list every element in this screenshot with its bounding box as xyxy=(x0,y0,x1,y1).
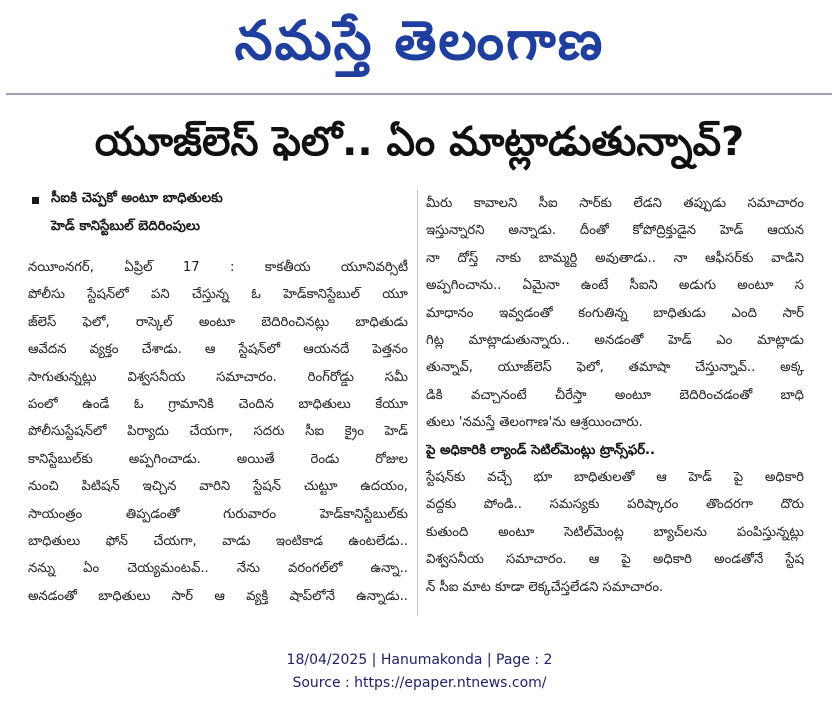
footer-source-link[interactable]: Source : https://epaper.ntnews.com/ xyxy=(292,675,547,691)
footer-date-edition: 18/04/2025 | Hanumakonda | Page : 2 xyxy=(286,652,553,668)
masthead-divider xyxy=(6,93,832,95)
body-line: అనడంతో బాధితులు సార్ ఆ వ్యక్తి షాప్‌లోనే ఉన్నాడు.. xyxy=(28,588,408,604)
bullet-text: సీఐకి చెప్పకో అంటూ బాధితులకు xyxy=(51,191,223,206)
body-line: కానిస్టేబుల్‌కు అప్పగించాడు. అయితే రెండు రోజుల xyxy=(28,451,408,467)
column-divider xyxy=(417,190,418,616)
body-line: వద్దకు పోండి.. సమస్యకు పరిష్కారం తొందరగా దొరు xyxy=(426,497,804,513)
body-line: తున్నావ్, యూజ్‌లెస్ ఫెలో, తమాషా చేస్తున్నావ్.. అక్క xyxy=(426,360,804,376)
body-line: అప్పగించాను.. ఏమైనా ఉంటే సీఐని అడుగు అంటూ స xyxy=(426,278,804,294)
body-line: నయీంనగర్, ఏప్రిల్ 17 : కాకతీయ యూనివర్సిటీ xyxy=(28,260,408,275)
body-line: కుతుంది అంటూ సెటిల్‌మెంట్ల బ్యాచ్‌లను పంపిస్తున్నట్లు xyxy=(426,524,804,540)
body-line: గిట్ల మాట్లాడుతున్నారు.. అనడంతో హెడ్ ఎం మాట్లాడు xyxy=(426,333,804,349)
body-line: మాధానం ఇవ్వడంతో కంగుతిన్న బాధితుడు ఎంది సార్ xyxy=(426,305,804,321)
body-line: పోలీసుస్టేషన్‌లో పిర్యాదు చేయగా, సదరు సీఐ క్రైం హెడ్ xyxy=(28,424,408,440)
body-line: జ్‌లెస్ ఫెలో, రాస్కెల్ అంటూ బెదిరించినట్లు బాధితుడు xyxy=(28,314,408,330)
newspaper-masthead: నమస్తే తెలంగాణ xyxy=(234,9,605,72)
bullet-item xyxy=(28,186,408,214)
bullet-text: హెడ్ కానిస్టేబుల్ బెదిరింపులు xyxy=(51,219,200,234)
article-left-column xyxy=(28,254,408,610)
article-headline: యూజ్‌లెస్ ఫెలో.. ఏం మాట్లాడుతున్నావ్? xyxy=(94,119,745,165)
article-right-column xyxy=(426,190,804,601)
body-line: మీరు కావాలని సీఐ సార్‌కు లేడని తప్పుడు సమాచారం xyxy=(426,196,804,211)
body-line: స్టేషన్‌కు వచ్చే భూ బాధితులతో ఆ హెడ్ పై అధికారి xyxy=(426,470,804,486)
body-line: నుంచి పిటిషన్ ఇచ్చిన వారిని స్టేషన్ చుట్టూ ఉదయం, xyxy=(28,479,408,495)
article-subheading: పై అధికారికి ల్యాండ్ సెటిల్‌మెంట్లు ట్రాన్స్‌ఫర్.. xyxy=(426,442,656,458)
body-line: డికి వచ్చానంటే చీరేస్తా అంటూ బెదిరించడంతో బాధి xyxy=(426,387,804,403)
body-line: నన్ను ఏం చెయ్యమంటవ్.. నేను వరంగల్‌లో ఉన్నా.. xyxy=(28,561,408,577)
body-line: విశ్వసనీయ సమాచారం. ఆ పై అధికారి అండతోనే స్టేష xyxy=(426,552,804,568)
body-line: సాగుతున్నట్లు విశ్వసనీయ సమాచారం. రింగ్‌రోడ్డు సమీ xyxy=(28,369,408,385)
body-line: పంలో ఉండే ఓ గ్రామానికి చెందిన బాధితులు కేయూ xyxy=(28,397,408,413)
body-line: తులు 'నమస్తే తెలంగాణ'ను ఆశ్రయించారు. xyxy=(426,415,643,431)
body-line: నా దోస్త్ నాకు బామ్మర్ది అవుతాడు.. నా ఆఫీసర్‌కు వాడిని xyxy=(426,250,804,266)
bullet-square-icon xyxy=(32,197,39,204)
body-line: సాయంత్రం తిప్పడంతో గురువారం హెడ్‌కానిస్టేబుల్‌కు xyxy=(28,506,408,522)
body-line: బాధితులు ఫోన్ చేయగా, వాడు ఇంటికాడ ఉంటలేడు.. xyxy=(28,534,408,550)
body-line: న్ సీఐ మాట కూడా లెక్కచేస్తలేడని సమాచారం. xyxy=(426,579,664,595)
bullet-item-continued xyxy=(28,214,408,242)
article-bullets xyxy=(28,186,408,242)
body-line: ఇస్తున్నారని అన్నాడు. దీంతో కోపోద్రిక్తుడైన హెడ్ ఆయన xyxy=(426,223,804,239)
body-line: ఆవేదన వ్యక్తం చేశాడు. ఆ స్టేషన్‌లో ఆయనదే పెత్తనం xyxy=(28,342,408,358)
body-line: పోలీసు స్టేషన్‌లో పని చేస్తున్న ఓ హెడ్‌కానిస్టేబుల్ యూ xyxy=(28,287,408,303)
